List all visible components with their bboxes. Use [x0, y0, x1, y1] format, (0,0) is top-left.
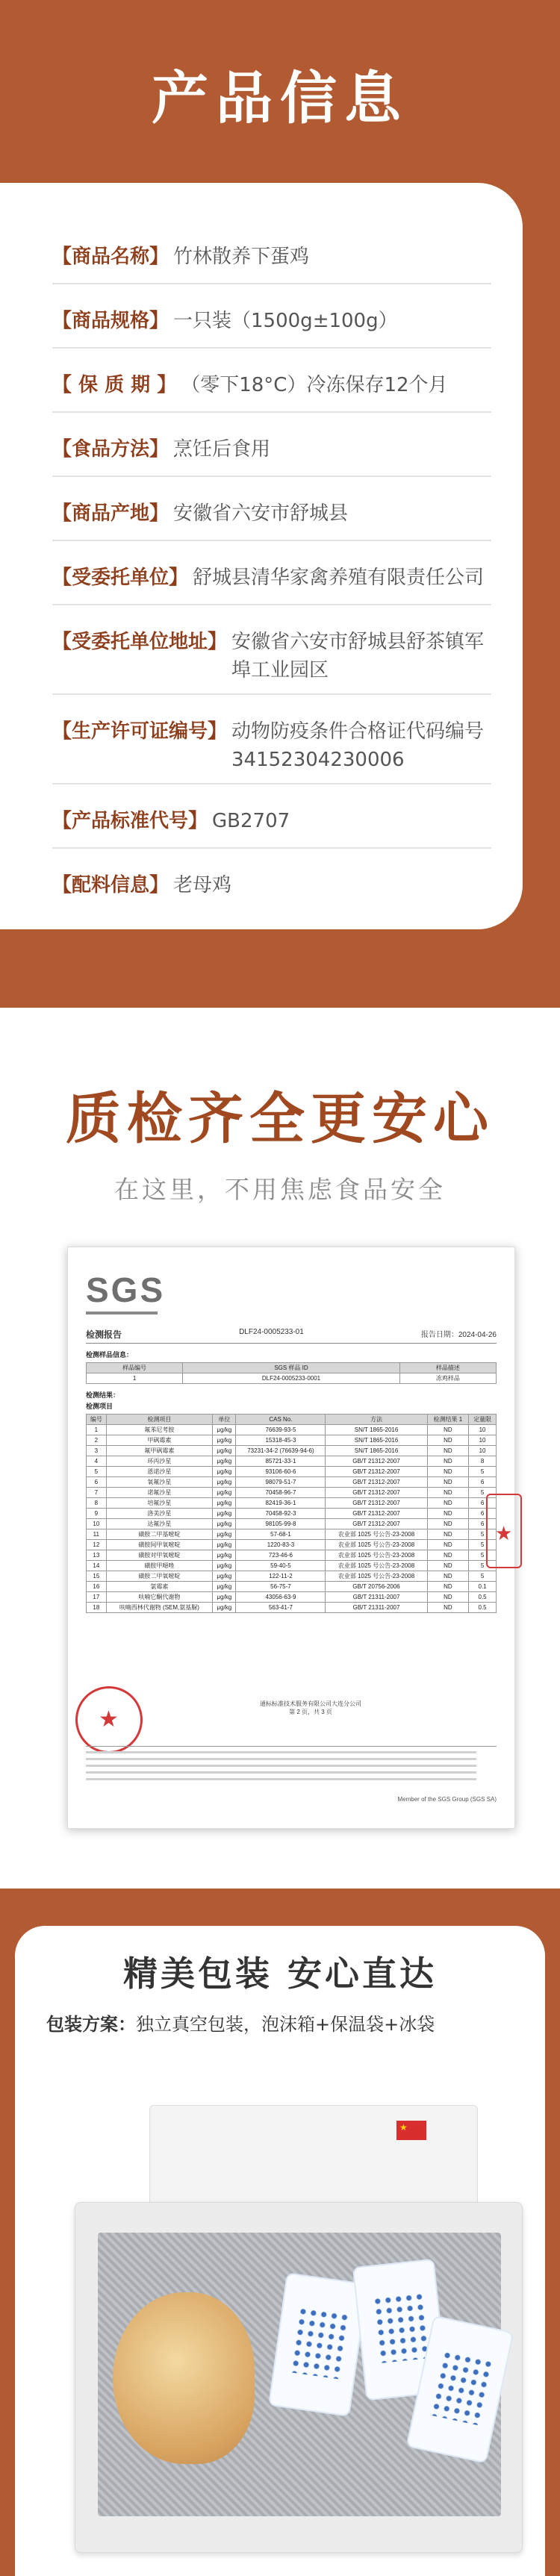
sample-cell: 冻鸡样品 [399, 1373, 496, 1384]
info-label: 【商品规格】 [52, 310, 169, 332]
ice-pack [268, 2272, 368, 2417]
report-heading: 检测报告 [86, 1329, 122, 1340]
table-cell: 93106-60-6 [236, 1467, 326, 1477]
test-report-image [67, 1247, 515, 1829]
packaging-title: 精美包装 安心直达 [122, 1953, 437, 1994]
table-cell: 甲砜霉素 [106, 1435, 212, 1446]
table-row [87, 1435, 497, 1446]
table-cell: GB/T 21312-2007 [326, 1509, 427, 1519]
table-cell: GB/T 21312-2007 [326, 1456, 427, 1467]
table-cell: SN/T 1865-2016 [326, 1435, 427, 1446]
table-cell: 10 [469, 1425, 497, 1435]
packaging-photo [60, 2098, 530, 2560]
table-cell: 诺氟沙星 [106, 1488, 212, 1498]
table-cell: 11 [87, 1529, 107, 1540]
table-cell: 0.5 [469, 1592, 497, 1603]
table-cell: 恩诺沙星 [106, 1467, 212, 1477]
table-cell: 5 [469, 1561, 497, 1571]
table-row [87, 1477, 497, 1488]
table-cell: 5 [87, 1467, 107, 1477]
info-label: 【受委托单位】 [52, 567, 189, 589]
info-header [0, 0, 560, 187]
results-header: CAS No. [236, 1415, 326, 1425]
table-cell: 达氟沙星 [106, 1519, 212, 1529]
table-cell: 16 [87, 1582, 107, 1592]
info-value: 舒城县清华家禽养殖有限责任公司 [193, 567, 485, 589]
table-cell: 723-46-6 [236, 1550, 326, 1561]
report-fine-print [86, 1746, 497, 1783]
table-cell: 10 [469, 1435, 497, 1446]
table-row [87, 1446, 497, 1456]
table-cell: μg/kg [213, 1456, 236, 1467]
table-row [87, 1519, 497, 1529]
table-cell: 氧氟沙星 [106, 1477, 212, 1488]
info-value: 老母鸡 [173, 874, 232, 896]
table-cell: 农业部 1025 号公告-23-2008 [326, 1550, 427, 1561]
sample-header: 样品描述 [399, 1363, 496, 1373]
table-row [87, 1529, 497, 1540]
table-cell: ND [427, 1477, 468, 1488]
table-cell: 56-75-7 [236, 1582, 326, 1592]
info-row-origin [52, 477, 491, 541]
table-cell: 6 [469, 1519, 497, 1529]
company-seal [75, 1686, 143, 1753]
table-cell: 农业部 1025 号公告-23-2008 [326, 1571, 427, 1582]
table-cell: 18 [87, 1603, 107, 1613]
table-cell: ND [427, 1446, 468, 1456]
table-cell: 85721-33-1 [236, 1456, 326, 1467]
table-cell: 59-40-5 [236, 1561, 326, 1571]
table-cell: 氟甲砜霉素 [106, 1446, 212, 1456]
info-row-spec [52, 284, 491, 349]
table-cell: 7 [87, 1488, 107, 1498]
report-header [86, 1328, 497, 1344]
table-row [87, 1603, 497, 1613]
packaging-card [15, 1926, 545, 2576]
table-cell: 0.5 [469, 1603, 497, 1613]
table-cell: ND [427, 1540, 468, 1550]
table-cell: 12 [87, 1540, 107, 1550]
company-name: 通标标准技术服务有限公司大连分公司 [260, 1700, 361, 1707]
star-icon: ★ [495, 1522, 513, 1544]
table-cell: 5 [469, 1467, 497, 1477]
table-cell: 122-11-2 [236, 1571, 326, 1582]
table-cell: μg/kg [213, 1477, 236, 1488]
table-row [87, 1571, 497, 1582]
table-cell: 5 [469, 1550, 497, 1561]
table-cell: 5 [469, 1529, 497, 1540]
table-cell: 13 [87, 1550, 107, 1561]
table-cell: 73231-34-2 (76639-94-6) [236, 1446, 326, 1456]
table-cell: μg/kg [213, 1446, 236, 1456]
product-info-section [0, 0, 560, 1008]
info-value: GB2707 [212, 810, 290, 832]
table-cell: μg/kg [213, 1540, 236, 1550]
table-cell: μg/kg [213, 1550, 236, 1561]
table-cell: 呋喃西林代谢物 (SEM,氨基脲) [106, 1603, 212, 1613]
table-cell: GB/T 21312-2007 [326, 1477, 427, 1488]
table-cell: 98105-99-8 [236, 1519, 326, 1529]
results-header: 方法 [326, 1415, 427, 1425]
table-row [87, 1592, 497, 1603]
info-label: 【商品名称】 [52, 246, 169, 268]
results-body [87, 1425, 497, 1613]
info-label: 【食品方法】 [52, 438, 169, 461]
table-row [87, 1550, 497, 1561]
table-cell: μg/kg [213, 1435, 236, 1446]
info-row-ingredients [52, 849, 491, 913]
table-cell: ND [427, 1529, 468, 1540]
table-row [87, 1425, 497, 1435]
info-title: 产品信息 [152, 64, 408, 131]
table-cell: 3 [87, 1446, 107, 1456]
table-cell: 8 [469, 1456, 497, 1467]
table-cell: μg/kg [213, 1603, 236, 1613]
info-card [0, 183, 523, 929]
table-cell: GB/T 21311-2007 [326, 1592, 427, 1603]
sample-table [86, 1362, 497, 1384]
info-value: 竹林散养下蛋鸡 [173, 246, 310, 268]
table-cell: 9 [87, 1509, 107, 1519]
table-cell: ND [427, 1582, 468, 1592]
table-row [87, 1561, 497, 1571]
table-cell: ND [427, 1519, 468, 1529]
table-cell: 6 [469, 1498, 497, 1509]
packaging-plan [15, 2009, 545, 2036]
table-cell: μg/kg [213, 1425, 236, 1435]
table-cell: 15 [87, 1571, 107, 1582]
results-header: 编号 [87, 1415, 107, 1425]
info-row-method [52, 413, 491, 477]
results-header: 检测项目 [106, 1415, 212, 1425]
table-cell: GB/T 21312-2007 [326, 1488, 427, 1498]
quality-subtitle: 在这里，不用焦虑食品安全 [114, 1175, 446, 1204]
table-cell: 0.1 [469, 1582, 497, 1592]
table-cell: 17 [87, 1592, 107, 1603]
info-value: （零下18°C）冷冻保存12个月 [181, 374, 448, 396]
flag-icon: ★ [396, 2121, 426, 2140]
table-row [87, 1540, 497, 1550]
table-cell: 98079-51-7 [236, 1477, 326, 1488]
table-cell: μg/kg [213, 1519, 236, 1529]
info-row-entrusted [52, 541, 491, 605]
info-label: 【商品产地】 [52, 502, 169, 525]
info-value: 一只装（1500g±100g） [173, 310, 398, 332]
table-cell: ND [427, 1509, 468, 1519]
packaging-plan-value: 独立真空包装，泡沫箱+保温袋+冰袋 [136, 2014, 435, 2035]
info-row-standard [52, 785, 491, 849]
table-cell: 磺胺二甲氧嘧啶 [106, 1571, 212, 1582]
table-cell: 呋喃它酮代谢物 [106, 1592, 212, 1603]
sgs-logo: SGS [86, 1270, 166, 1309]
table-cell: ND [427, 1550, 468, 1561]
table-cell: μg/kg [213, 1571, 236, 1582]
info-label: 【配料信息】 [52, 874, 169, 896]
foam-box [75, 2202, 523, 2553]
table-cell: ND [427, 1561, 468, 1571]
table-cell: 57-68-1 [236, 1529, 326, 1540]
quality-title: 质检齐全更安心 [66, 1087, 494, 1151]
table-cell: 6 [469, 1509, 497, 1519]
table-cell: μg/kg [213, 1529, 236, 1540]
table-cell: ND [427, 1425, 468, 1435]
table-cell: 1220-83-3 [236, 1540, 326, 1550]
table-cell: SN/T 1865-2016 [326, 1446, 427, 1456]
insulated-bag [98, 2233, 501, 2516]
info-label: 【生产许可证编号】 [52, 720, 228, 743]
table-cell: 76639-93-5 [236, 1425, 326, 1435]
table-cell: 氟苯尼考胺 [106, 1425, 212, 1435]
table-cell: 氯霉素 [106, 1582, 212, 1592]
table-cell: 10 [87, 1519, 107, 1529]
table-cell: 磺胺二甲基嘧啶 [106, 1529, 212, 1540]
table-cell: ND [427, 1467, 468, 1477]
table-cell: 82419-36-1 [236, 1498, 326, 1509]
packaging-section [0, 1889, 560, 2576]
table-cell: 70458-92-3 [236, 1509, 326, 1519]
info-value: 安徽省六安市舒城县 [173, 502, 349, 525]
table-cell: ND [427, 1571, 468, 1582]
table-cell: μg/kg [213, 1561, 236, 1571]
sgs-member-note: Member of the SGS Group (SGS SA) [397, 1796, 497, 1803]
sgs-logo-bar [86, 1312, 158, 1314]
table-cell: GB/T 21311-2007 [326, 1603, 427, 1613]
info-row-name [52, 220, 491, 284]
sample-cell: 1 [87, 1373, 183, 1384]
table-cell: μg/kg [213, 1498, 236, 1509]
info-label: 【 保 质 期 】 [52, 374, 177, 396]
table-row [87, 1509, 497, 1519]
results-table [86, 1414, 497, 1613]
table-cell: μg/kg [213, 1488, 236, 1498]
table-cell: SN/T 1865-2016 [326, 1425, 427, 1435]
table-cell: ND [427, 1456, 468, 1467]
item-label: 检测项目 [86, 1403, 113, 1410]
info-label: 【产品标准代号】 [52, 810, 208, 832]
table-cell: 磺胺间甲氧嘧啶 [106, 1540, 212, 1550]
info-row-address [52, 605, 491, 695]
results-header-row [87, 1415, 497, 1425]
table-cell: ND [427, 1592, 468, 1603]
inspection-stamp [486, 1494, 522, 1568]
table-cell: ND [427, 1498, 468, 1509]
table-row [87, 1456, 497, 1467]
table-cell: 5 [469, 1540, 497, 1550]
report-number: DLF24-0005233-01 [239, 1328, 304, 1336]
results-label: 检测结果： [86, 1391, 120, 1399]
table-cell: 2 [87, 1435, 107, 1446]
table-cell: 5 [469, 1488, 497, 1498]
table-cell: 10 [469, 1446, 497, 1456]
results-header: 定量限 [469, 1415, 497, 1425]
table-cell: GB/T 21312-2007 [326, 1519, 427, 1529]
table-cell: 14 [87, 1561, 107, 1571]
table-row [87, 1488, 497, 1498]
table-cell: 环丙沙星 [106, 1456, 212, 1467]
packaging-plan-label: 包装方案： [46, 2014, 136, 2035]
info-value: 动物防疫条件合格证代码编号34152304230006 [231, 720, 485, 771]
table-cell: 农业部 1025 号公告-23-2008 [326, 1540, 427, 1550]
table-cell: μg/kg [213, 1592, 236, 1603]
table-cell: 70458-96-7 [236, 1488, 326, 1498]
table-cell: 6 [469, 1477, 497, 1488]
report-company [217, 1700, 404, 1716]
table-cell: 8 [87, 1498, 107, 1509]
table-cell: GB/T 21312-2007 [326, 1467, 427, 1477]
table-row [87, 1467, 497, 1477]
info-value: 烹饪后食用 [173, 438, 271, 461]
info-row-license [52, 695, 491, 785]
table-cell: GB/T 20756-2006 [326, 1582, 427, 1592]
results-header: 单位 [213, 1415, 236, 1425]
table-cell: ND [427, 1603, 468, 1613]
table-row [87, 1582, 497, 1592]
table-cell: 5 [469, 1571, 497, 1582]
table-cell: 农业部 1025 号公告-23-2008 [326, 1529, 427, 1540]
report-date: 报告日期：2024-04-26 [420, 1331, 497, 1339]
table-cell: GB/T 21312-2007 [326, 1498, 427, 1509]
table-cell: 4 [87, 1456, 107, 1467]
table-cell: 1 [87, 1425, 107, 1435]
sample-cell: DLF24-0005233-0001 [183, 1373, 400, 1384]
results-header: 检测结果 1 [427, 1415, 468, 1425]
table-row [87, 1498, 497, 1509]
table-cell: ND [427, 1488, 468, 1498]
table-cell: μg/kg [213, 1509, 236, 1519]
sample-header: 样品编号 [87, 1363, 183, 1373]
foam-box-lid [149, 2105, 478, 2217]
table-cell: ND [427, 1435, 468, 1446]
table-cell: 农业部 1025 号公告-23-2008 [326, 1561, 427, 1571]
table-cell: 磺胺甲噁唑 [106, 1561, 212, 1571]
table-cell: 43056-63-9 [236, 1592, 326, 1603]
table-cell: 磺胺对甲氧嘧啶 [106, 1550, 212, 1561]
vacuum-packed-chicken [113, 2292, 255, 2464]
quality-section [0, 1008, 560, 1889]
star-icon: ★ [99, 1707, 119, 1732]
table-cell: 15318-45-3 [236, 1435, 326, 1446]
table-cell: 6 [87, 1477, 107, 1488]
table-cell: μg/kg [213, 1467, 236, 1477]
info-label: 【受委托单位地址】 [52, 631, 228, 653]
table-cell: 洛美沙星 [106, 1509, 212, 1519]
info-value: 安徽省六安市舒城县舒茶镇军埠工业园区 [231, 631, 485, 682]
report-page: 第 2 页，共 3 页 [289, 1709, 332, 1715]
sample-header: SGS 样品 ID [183, 1363, 400, 1373]
table-cell: 培氟沙星 [106, 1498, 212, 1509]
info-row-shelf-life [52, 349, 491, 413]
table-cell: μg/kg [213, 1582, 236, 1592]
table-cell: 563-41-7 [236, 1603, 326, 1613]
sample-info-label: 检测样品信息： [86, 1351, 134, 1359]
